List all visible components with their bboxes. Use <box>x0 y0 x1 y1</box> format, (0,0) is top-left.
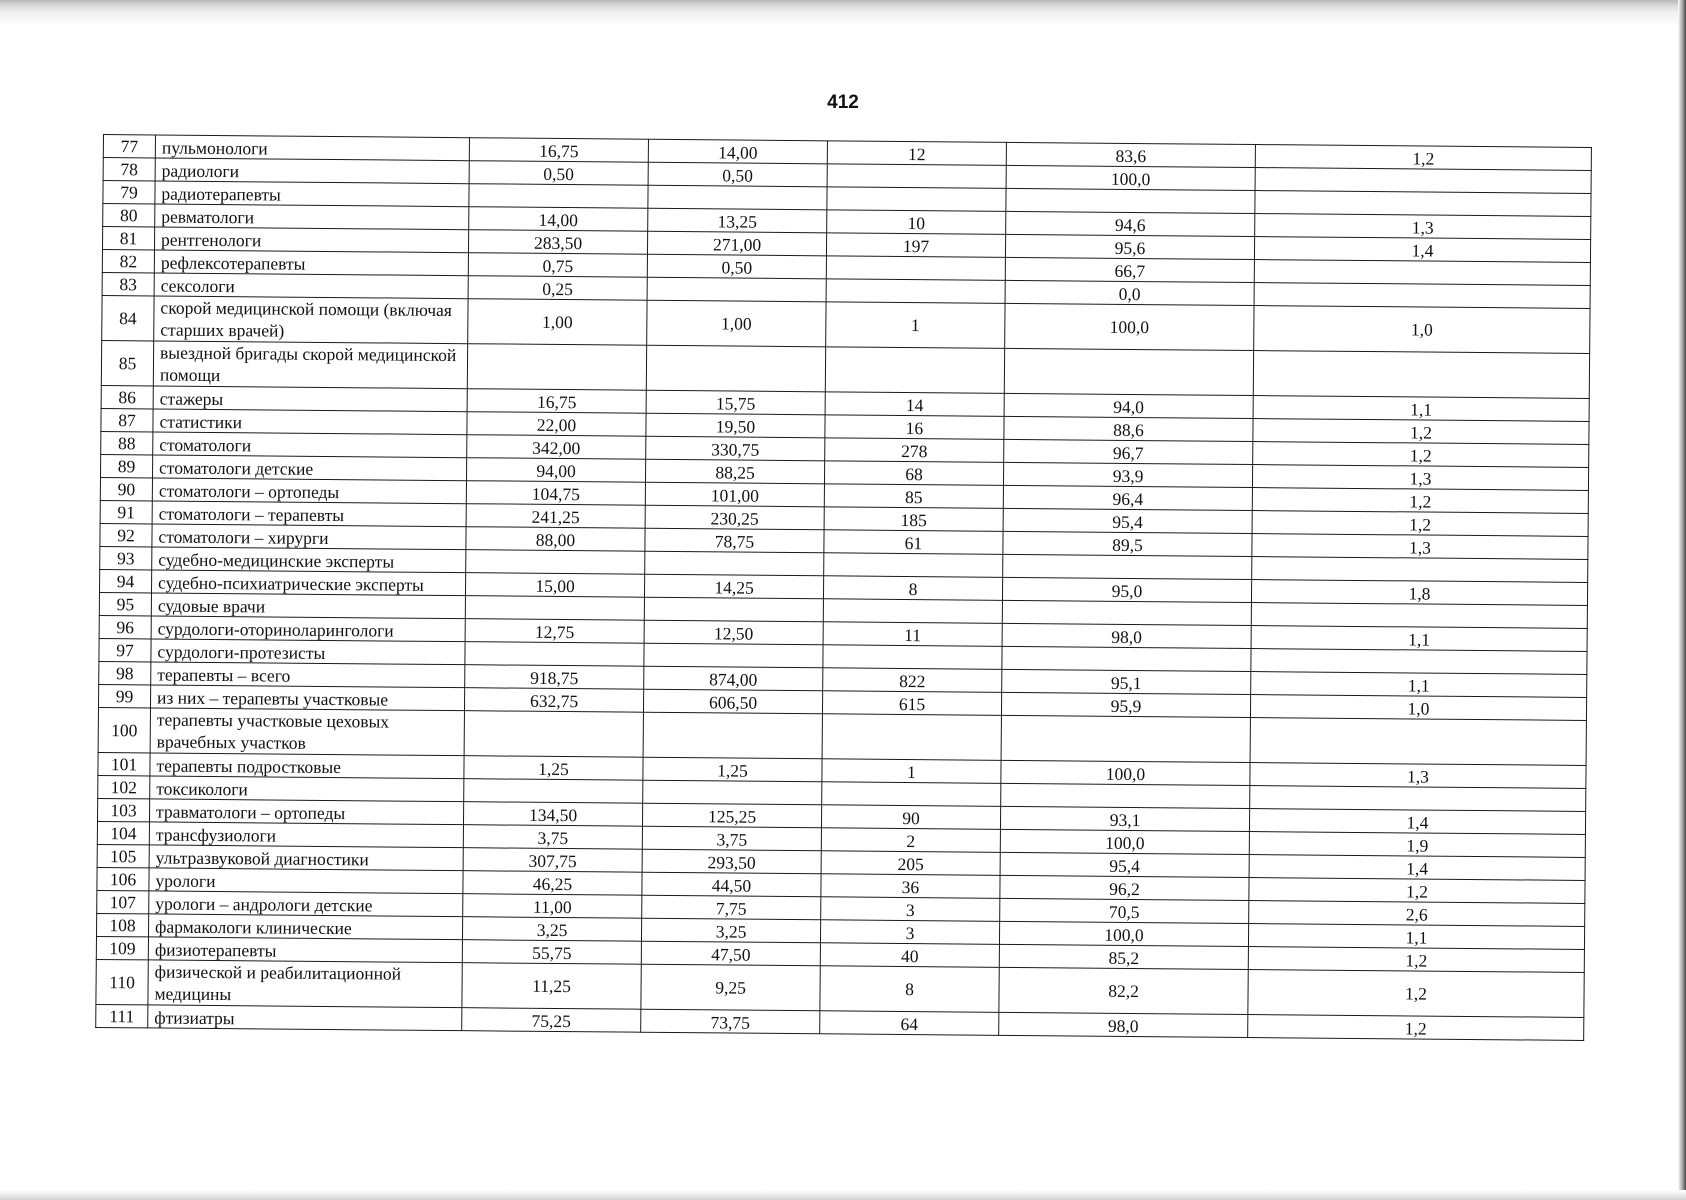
cell-specialty-name: выездной бригады скорой медицинской помощи <box>153 341 467 389</box>
cell-occupancy-percent: 100,0 <box>999 921 1248 946</box>
cell-row-number: 99 <box>98 684 150 707</box>
cell-occupancy-percent: 93,9 <box>1003 462 1252 487</box>
cell-individuals-count: 85 <box>824 484 1003 509</box>
cell-specialty-name: токсикологи <box>150 776 464 802</box>
cell-specialty-name: терапевты участковые цеховых врачебных участков <box>150 708 464 756</box>
cell-combination-ratio: 1,8 <box>1251 580 1587 606</box>
cell-row-number: 105 <box>97 844 149 867</box>
cell-positions-occupied <box>645 551 824 576</box>
cell-individuals-count: 1 <box>822 759 1001 784</box>
cell-row-number: 107 <box>97 890 149 913</box>
cell-positions-occupied: 101,00 <box>645 482 824 507</box>
cell-combination-ratio <box>1255 168 1591 194</box>
scan-edge-top <box>0 0 1686 26</box>
cell-combination-ratio: 1,1 <box>1251 672 1587 698</box>
cell-positions-staffed: 15,00 <box>465 573 644 598</box>
cell-occupancy-percent <box>1004 348 1253 395</box>
cell-positions-staffed: 75,25 <box>462 1008 641 1033</box>
cell-individuals-count: 68 <box>824 461 1003 486</box>
cell-individuals-count: 11 <box>823 622 1002 647</box>
cell-positions-staffed: 46,25 <box>463 871 642 896</box>
cell-positions-occupied: 15,75 <box>646 390 825 415</box>
cell-occupancy-percent: 89,5 <box>1003 531 1252 556</box>
cell-specialty-name: рефлексотерапевты <box>154 250 468 276</box>
cell-specialty-name: ультразвуковой диагностики <box>149 845 463 871</box>
cell-combination-ratio <box>1253 351 1589 399</box>
cell-occupancy-percent: 96,7 <box>1004 439 1253 464</box>
cell-occupancy-percent: 100,0 <box>1005 303 1254 350</box>
cell-combination-ratio: 1,3 <box>1250 763 1586 789</box>
cell-individuals-count <box>822 782 1001 807</box>
cell-positions-occupied: 1,00 <box>647 300 826 347</box>
cell-positions-staffed: 22,00 <box>467 412 646 437</box>
cell-combination-ratio: 1,2 <box>1248 947 1584 973</box>
cell-positions-occupied: 44,50 <box>642 872 821 897</box>
cell-row-number: 106 <box>97 867 149 890</box>
cell-individuals-count <box>826 279 1005 304</box>
cell-specialty-name: стоматологи – терапевты <box>152 501 466 527</box>
cell-positions-occupied: 3,25 <box>641 918 820 943</box>
cell-occupancy-percent: 95,4 <box>1003 508 1252 533</box>
cell-positions-occupied: 19,50 <box>646 413 825 438</box>
cell-combination-ratio <box>1250 786 1586 812</box>
cell-row-number: 86 <box>101 385 153 408</box>
cell-individuals-count <box>822 714 1001 761</box>
cell-positions-occupied: 125,25 <box>642 803 821 828</box>
cell-combination-ratio: 1,2 <box>1248 970 1584 1018</box>
cell-specialty-name: судовые врачи <box>151 593 465 619</box>
cell-positions-occupied <box>644 597 823 622</box>
cell-combination-ratio: 1,2 <box>1253 419 1589 445</box>
cell-positions-occupied <box>643 712 822 759</box>
cell-combination-ratio: 1,9 <box>1249 832 1585 858</box>
cell-positions-staffed: 11,25 <box>462 963 641 1010</box>
statistics-table <box>95 134 1592 1041</box>
cell-row-number: 92 <box>100 523 152 546</box>
cell-row-number: 94 <box>99 569 151 592</box>
cell-individuals-count: 1 <box>826 302 1005 349</box>
cell-combination-ratio: 1,1 <box>1253 396 1589 422</box>
cell-occupancy-percent: 85,2 <box>999 944 1248 969</box>
cell-occupancy-percent: 98,0 <box>999 1012 1248 1037</box>
cell-row-number: 103 <box>98 798 150 821</box>
cell-occupancy-percent: 95,1 <box>1002 669 1251 694</box>
cell-specialty-name: фармакологи клинические <box>148 914 462 940</box>
cell-positions-occupied <box>643 780 822 805</box>
cell-occupancy-percent: 0,0 <box>1005 280 1254 305</box>
cell-positions-staffed: 12,75 <box>465 619 644 644</box>
cell-positions-occupied: 12,50 <box>644 620 823 645</box>
cell-positions-occupied <box>648 185 827 210</box>
cell-row-number: 108 <box>96 913 148 936</box>
cell-row-number: 79 <box>103 181 155 204</box>
cell-row-number: 77 <box>103 135 155 158</box>
cell-individuals-count: 61 <box>824 530 1003 555</box>
cell-positions-occupied: 9,25 <box>641 964 820 1011</box>
cell-positions-occupied: 606,50 <box>643 689 822 714</box>
table-body <box>96 135 1592 1041</box>
cell-row-number: 84 <box>102 295 154 340</box>
cell-specialty-name: стоматологи детские <box>153 455 467 481</box>
cell-occupancy-percent: 88,6 <box>1004 416 1253 441</box>
cell-occupancy-percent <box>1002 600 1251 625</box>
cell-positions-staffed: 11,00 <box>463 894 642 919</box>
cell-specialty-name: физиотерапевты <box>148 937 462 963</box>
cell-individuals-count: 205 <box>821 851 1000 876</box>
cell-row-number: 101 <box>98 752 150 775</box>
cell-individuals-count: 90 <box>821 805 1000 830</box>
cell-specialty-name: скорой медицинской помощи (включая старших врачей) <box>154 296 468 344</box>
cell-positions-staffed <box>466 550 645 575</box>
cell-combination-ratio: 1,2 <box>1253 442 1589 468</box>
cell-individuals-count: 40 <box>820 943 999 968</box>
cell-combination-ratio: 1,3 <box>1252 465 1588 491</box>
cell-row-number: 97 <box>99 638 151 661</box>
cell-positions-occupied: 3,75 <box>642 826 821 851</box>
cell-individuals-count <box>824 553 1003 578</box>
cell-positions-occupied: 73,75 <box>641 1009 820 1034</box>
cell-positions-occupied: 47,50 <box>641 941 820 966</box>
cell-occupancy-percent: 94,6 <box>1006 211 1255 236</box>
cell-combination-ratio <box>1254 283 1590 309</box>
cell-occupancy-percent: 93,1 <box>1000 806 1249 831</box>
cell-specialty-name: сурдологи-протезисты <box>151 639 465 665</box>
scan-edge-bottom <box>0 1190 1686 1200</box>
cell-combination-ratio: 2,6 <box>1249 901 1585 927</box>
cell-individuals-count <box>826 256 1005 281</box>
cell-specialty-name: судебно-психиатрические эксперты <box>151 570 465 596</box>
cell-individuals-count: 278 <box>825 438 1004 463</box>
cell-row-number: 87 <box>101 408 153 431</box>
cell-occupancy-percent <box>1002 646 1251 671</box>
cell-positions-staffed: 3,75 <box>463 825 642 850</box>
cell-row-number: 83 <box>102 272 154 295</box>
cell-positions-staffed: 1,00 <box>468 299 647 346</box>
cell-individuals-count: 2 <box>821 828 1000 853</box>
cell-positions-occupied: 13,25 <box>648 208 827 233</box>
cell-positions-staffed <box>467 344 646 391</box>
cell-combination-ratio: 1,4 <box>1249 855 1585 881</box>
cell-positions-occupied: 293,50 <box>642 849 821 874</box>
cell-specialty-name: сурдологи-оториноларингологи <box>151 616 465 642</box>
cell-occupancy-percent: 100,0 <box>1001 760 1250 785</box>
cell-row-number: 102 <box>98 775 150 798</box>
cell-specialty-name: сексологи <box>154 273 468 299</box>
cell-specialty-name: радиотерапевты <box>155 181 469 207</box>
cell-individuals-count: 3 <box>821 897 1000 922</box>
cell-positions-staffed: 16,75 <box>469 138 648 163</box>
cell-row-number: 78 <box>103 158 155 181</box>
cell-occupancy-percent <box>1001 783 1250 808</box>
cell-occupancy-percent: 66,7 <box>1005 257 1254 282</box>
cell-combination-ratio: 1,1 <box>1251 626 1587 652</box>
cell-positions-occupied: 14,00 <box>648 139 827 164</box>
cell-individuals-count <box>823 645 1002 670</box>
cell-positions-staffed <box>464 711 643 758</box>
cell-row-number: 111 <box>96 1004 148 1027</box>
cell-specialty-name: трансфузиологи <box>149 822 463 848</box>
cell-row-number: 109 <box>96 936 148 959</box>
cell-positions-occupied: 230,25 <box>645 505 824 530</box>
cell-positions-staffed: 1,25 <box>464 756 643 781</box>
cell-individuals-count: 16 <box>825 415 1004 440</box>
cell-row-number: 89 <box>101 454 153 477</box>
cell-specialty-name: стоматологи <box>153 432 467 458</box>
cell-individuals-count: 8 <box>823 576 1002 601</box>
cell-positions-staffed: 3,25 <box>462 917 641 942</box>
cell-specialty-name: из них – терапевты участковые <box>150 685 464 711</box>
cell-positions-occupied <box>647 277 826 302</box>
cell-occupancy-percent: 83,6 <box>1006 142 1255 167</box>
cell-positions-staffed: 55,75 <box>462 940 641 965</box>
cell-individuals-count: 615 <box>822 691 1001 716</box>
cell-combination-ratio <box>1254 260 1590 286</box>
cell-occupancy-percent: 70,5 <box>1000 898 1249 923</box>
cell-row-number: 96 <box>99 615 151 638</box>
cell-positions-staffed: 283,50 <box>468 230 647 255</box>
cell-occupancy-percent: 95,9 <box>1001 692 1250 717</box>
cell-specialty-name: урологи – андрологи детские <box>149 891 463 917</box>
cell-positions-staffed: 0,25 <box>468 276 647 301</box>
cell-occupancy-percent: 94,0 <box>1004 393 1253 418</box>
cell-occupancy-percent <box>1003 554 1252 579</box>
cell-combination-ratio <box>1255 191 1591 217</box>
cell-specialty-name: стажеры <box>153 386 467 412</box>
cell-specialty-name: рентгенологи <box>154 227 468 253</box>
cell-specialty-name: статистики <box>153 409 467 435</box>
cell-positions-occupied: 1,25 <box>643 757 822 782</box>
cell-occupancy-percent <box>1006 188 1255 213</box>
cell-individuals-count <box>825 347 1004 394</box>
cell-individuals-count: 36 <box>821 874 1000 899</box>
cell-occupancy-percent: 96,2 <box>1000 875 1249 900</box>
cell-row-number: 100 <box>98 707 150 752</box>
cell-combination-ratio: 1,1 <box>1248 924 1584 950</box>
cell-positions-occupied: 0,50 <box>648 162 827 187</box>
cell-positions-occupied <box>644 643 823 668</box>
cell-row-number: 80 <box>103 204 155 227</box>
cell-combination-ratio: 1,2 <box>1249 878 1585 904</box>
cell-individuals-count <box>823 599 1002 624</box>
cell-individuals-count <box>827 187 1006 212</box>
cell-individuals-count: 197 <box>826 233 1005 258</box>
cell-specialty-name: травматологи – ортопеды <box>149 799 463 825</box>
cell-occupancy-percent: 95,4 <box>1000 852 1249 877</box>
cell-combination-ratio <box>1251 603 1587 629</box>
cell-row-number: 88 <box>101 431 153 454</box>
cell-positions-occupied <box>646 345 825 392</box>
cell-individuals-count: 822 <box>823 668 1002 693</box>
cell-occupancy-percent <box>1001 715 1250 762</box>
cell-occupancy-percent: 100,0 <box>1000 829 1249 854</box>
cell-row-number: 95 <box>99 592 151 615</box>
cell-occupancy-percent: 95,0 <box>1002 577 1251 602</box>
cell-positions-staffed <box>469 184 648 209</box>
cell-combination-ratio: 1,2 <box>1255 145 1591 171</box>
cell-individuals-count: 8 <box>820 966 999 1013</box>
cell-combination-ratio: 1,3 <box>1255 214 1591 240</box>
cell-individuals-count: 14 <box>825 392 1004 417</box>
cell-individuals-count: 185 <box>824 507 1003 532</box>
cell-combination-ratio: 1,0 <box>1254 306 1590 354</box>
cell-occupancy-percent: 82,2 <box>999 967 1248 1014</box>
cell-row-number: 93 <box>100 546 152 569</box>
cell-positions-staffed: 918,75 <box>465 665 644 690</box>
cell-row-number: 110 <box>96 959 148 1004</box>
cell-positions-occupied: 78,75 <box>645 528 824 553</box>
cell-specialty-name: пульмонологи <box>155 135 469 161</box>
cell-row-number: 90 <box>100 477 152 500</box>
scan-edge-right <box>1678 0 1686 1200</box>
cell-positions-staffed <box>464 779 643 804</box>
cell-combination-ratio: 1,3 <box>1252 534 1588 560</box>
cell-individuals-count: 10 <box>827 210 1006 235</box>
cell-row-number: 81 <box>102 227 154 250</box>
cell-specialty-name: физической и реабилитационной медицины <box>148 960 462 1008</box>
cell-positions-staffed: 632,75 <box>464 688 643 713</box>
cell-specialty-name: стоматологи – ортопеды <box>152 478 466 504</box>
cell-row-number: 85 <box>101 340 153 385</box>
cell-specialty-name: стоматологи – хирурги <box>152 524 466 550</box>
cell-individuals-count: 12 <box>827 141 1006 166</box>
cell-specialty-name: ревматологи <box>155 204 469 230</box>
cell-combination-ratio <box>1252 557 1588 583</box>
cell-specialty-name: фтизиатры <box>148 1005 462 1031</box>
cell-positions-occupied: 7,75 <box>642 895 821 920</box>
statistics-table-wrapper <box>95 134 1591 1041</box>
cell-positions-staffed: 88,00 <box>466 527 645 552</box>
cell-positions-staffed: 342,00 <box>467 435 646 460</box>
cell-positions-occupied: 14,25 <box>644 574 823 599</box>
cell-combination-ratio: 1,4 <box>1254 237 1590 263</box>
cell-combination-ratio <box>1251 649 1587 675</box>
cell-individuals-count: 64 <box>820 1011 999 1036</box>
cell-occupancy-percent: 98,0 <box>1002 623 1251 648</box>
cell-positions-staffed: 307,75 <box>463 848 642 873</box>
cell-occupancy-percent: 96,4 <box>1003 485 1252 510</box>
cell-row-number: 104 <box>97 821 149 844</box>
cell-individuals-count <box>827 164 1006 189</box>
cell-combination-ratio: 1,0 <box>1250 695 1586 721</box>
cell-positions-staffed: 16,75 <box>467 389 646 414</box>
cell-combination-ratio: 1,2 <box>1248 1015 1584 1041</box>
cell-row-number: 91 <box>100 500 152 523</box>
cell-positions-occupied: 874,00 <box>644 666 823 691</box>
cell-specialty-name: урологи <box>149 868 463 894</box>
cell-occupancy-percent: 95,6 <box>1005 234 1254 259</box>
cell-combination-ratio <box>1250 718 1586 766</box>
page-number: 412 <box>827 92 859 113</box>
cell-row-number: 82 <box>102 249 154 272</box>
cell-positions-staffed: 134,50 <box>463 802 642 827</box>
cell-positions-staffed: 104,75 <box>466 481 645 506</box>
cell-positions-staffed: 94,00 <box>466 458 645 483</box>
cell-individuals-count: 3 <box>820 920 999 945</box>
cell-positions-staffed: 0,50 <box>469 161 648 186</box>
cell-positions-staffed <box>465 642 644 667</box>
cell-positions-staffed <box>465 596 644 621</box>
cell-specialty-name: судебно-медицинские эксперты <box>152 547 466 573</box>
cell-positions-staffed: 14,00 <box>469 207 648 232</box>
cell-positions-occupied: 0,50 <box>647 254 826 279</box>
cell-specialty-name: терапевты – всего <box>151 662 465 688</box>
cell-specialty-name: радиологи <box>155 158 469 184</box>
cell-combination-ratio: 1,2 <box>1252 488 1588 514</box>
cell-occupancy-percent: 100,0 <box>1006 165 1255 190</box>
cell-positions-occupied: 88,25 <box>645 459 824 484</box>
cell-row-number: 98 <box>99 661 151 684</box>
cell-combination-ratio: 1,4 <box>1249 809 1585 835</box>
cell-specialty-name: терапевты подростковые <box>150 753 464 779</box>
cell-positions-occupied: 330,75 <box>646 436 825 461</box>
cell-combination-ratio: 1,2 <box>1252 511 1588 537</box>
cell-positions-occupied: 271,00 <box>647 231 826 256</box>
cell-positions-staffed: 241,25 <box>466 504 645 529</box>
cell-positions-staffed: 0,75 <box>468 253 647 278</box>
